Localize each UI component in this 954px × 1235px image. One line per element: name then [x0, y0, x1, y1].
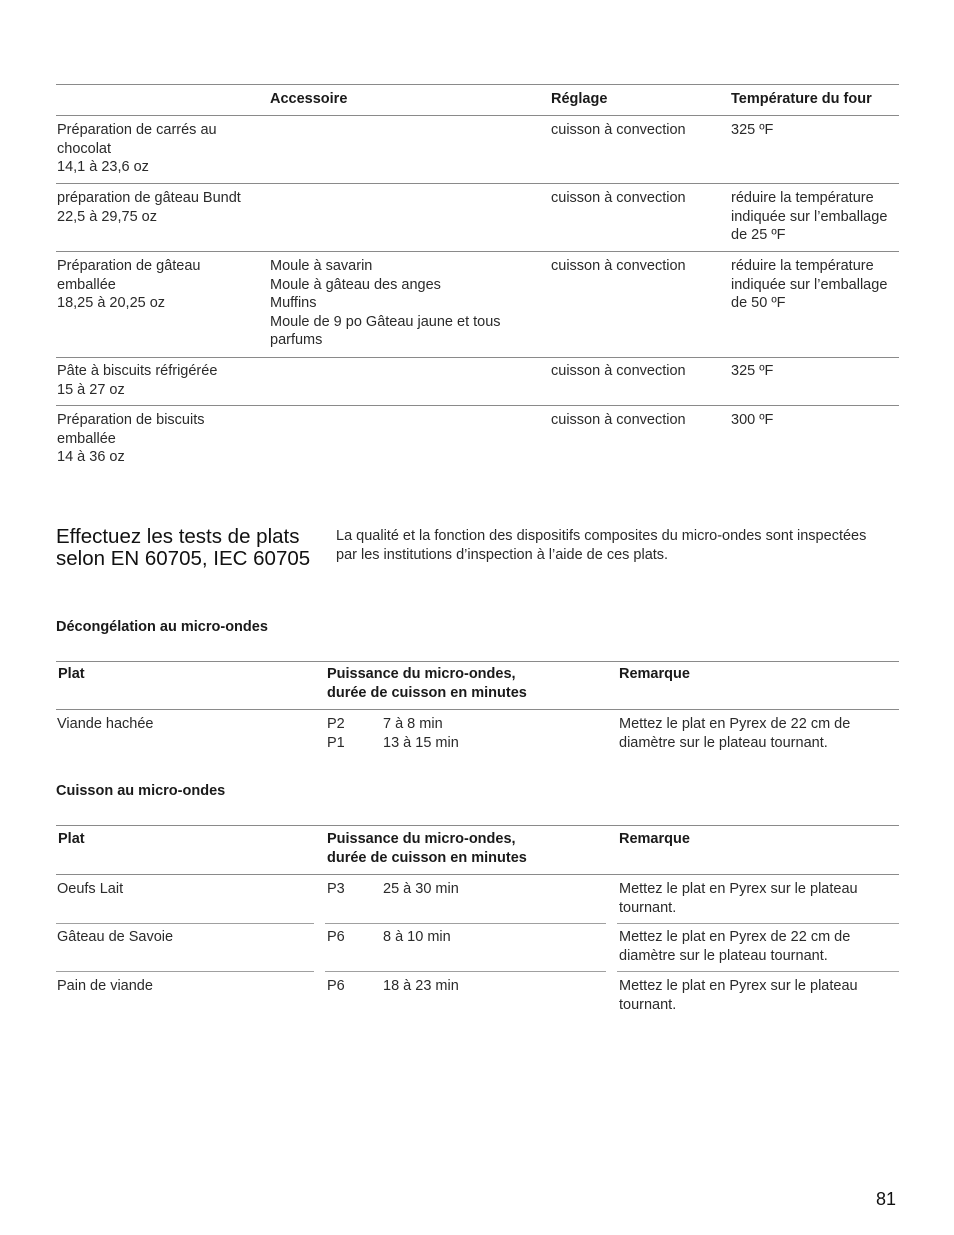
- table-row-time: 8 à 10 min: [383, 929, 451, 945]
- table-row-setting: cuisson à convection: [551, 363, 686, 379]
- table-row-time: 25 à 30 min: [383, 881, 459, 897]
- header-bottom-rule: [56, 115, 899, 116]
- table-row-power-level: P6: [327, 929, 345, 945]
- table-row-temperature: réduire la température indiquée sur l’emballage de 25 ºF: [731, 190, 888, 243]
- header-note: Remarque: [619, 666, 690, 682]
- header-power: Puissance du micro-ondes, durée de cuisson en minutes: [327, 666, 527, 701]
- table-top-rule: [56, 84, 899, 85]
- row-divider: [56, 971, 314, 972]
- table-row-power-level: P3: [327, 881, 345, 897]
- row-divider: [56, 183, 899, 184]
- table-row-accessory: Moule à savarin Moule à gâteau des anges Muffins Moule de 9 po Gâteau jaune et tous parfums: [270, 258, 501, 348]
- table-row-item: Préparation de gâteau emballée 18,25 à 20,25 oz: [57, 258, 201, 311]
- table-row-dish: Pain de viande: [57, 978, 153, 994]
- header-note: Remarque: [619, 831, 690, 847]
- row-divider: [56, 357, 899, 358]
- row-divider: [617, 971, 899, 972]
- table-row-setting: cuisson à convection: [551, 122, 686, 138]
- header-bottom-rule: [56, 874, 899, 875]
- section-title: Effectuez les tests de plats selon EN 60705, IEC 60705: [56, 525, 311, 570]
- section-intro: La qualité et la fonction des dispositifs composites du micro-ondes sont inspectées par les institutions d’inspection à l’aide de ces plats.: [336, 528, 867, 563]
- cooking-heading: Cuisson au micro-ondes: [56, 783, 226, 799]
- row-divider: [56, 405, 899, 406]
- table-top-rule: [56, 825, 899, 826]
- table-row-power-level: P2 P1: [327, 716, 345, 751]
- header-accessory: Accessoire: [270, 91, 348, 107]
- table-row-item: Pâte à biscuits réfrigérée 15 à 27 oz: [57, 363, 218, 398]
- table-row-time: 7 à 8 min 13 à 15 min: [383, 716, 459, 751]
- table-row-dish: Gâteau de Savoie: [57, 929, 174, 945]
- table-row-note: Mettez le plat en Pyrex sur le plateau tournant.: [619, 978, 858, 1013]
- row-divider: [325, 923, 606, 924]
- row-divider: [56, 923, 314, 924]
- header-temperature: Température du four: [731, 91, 872, 107]
- row-divider: [617, 923, 899, 924]
- table-row-setting: cuisson à convection: [551, 190, 686, 206]
- table-row-power-level: P6: [327, 978, 345, 994]
- row-divider: [56, 251, 899, 252]
- table-row-setting: cuisson à convection: [551, 412, 686, 428]
- table-row-temperature: réduire la température indiquée sur l’emballage de 50 ºF: [731, 258, 888, 311]
- table-row-temperature: 300 ºF: [731, 412, 774, 428]
- table-row-time: 18 à 23 min: [383, 978, 459, 994]
- header-dish: Plat: [58, 831, 85, 847]
- table-row-dish: Oeufs Lait: [57, 881, 124, 897]
- header-setting: Réglage: [551, 91, 608, 107]
- header-power: Puissance du micro-ondes, durée de cuisson en minutes: [327, 831, 527, 866]
- header-bottom-rule: [56, 709, 899, 710]
- table-row-note: Mettez le plat en Pyrex de 22 cm de diamètre sur le plateau tournant.: [619, 716, 851, 751]
- row-divider: [325, 971, 606, 972]
- table-row-item: préparation de gâteau Bundt 22,5 à 29,75 oz: [57, 190, 241, 225]
- page-number: 81: [875, 1189, 896, 1209]
- table-row-note: Mettez le plat en Pyrex de 22 cm de diamètre sur le plateau tournant.: [619, 929, 851, 964]
- defrost-heading: Décongélation au micro-ondes: [56, 619, 268, 635]
- table-row-dish: Viande hachée: [57, 716, 154, 732]
- table-row-temperature: 325 ºF: [731, 122, 774, 138]
- table-row-item: Préparation de biscuits emballée 14 à 36 oz: [57, 412, 205, 465]
- table-row-item: Préparation de carrés au chocolat 14,1 à 23,6 oz: [57, 122, 217, 175]
- table-row-temperature: 325 ºF: [731, 363, 774, 379]
- table-row-note: Mettez le plat en Pyrex sur le plateau tournant.: [619, 881, 858, 916]
- table-row-setting: cuisson à convection: [551, 258, 686, 274]
- header-dish: Plat: [58, 666, 85, 682]
- table-top-rule: [56, 661, 899, 662]
